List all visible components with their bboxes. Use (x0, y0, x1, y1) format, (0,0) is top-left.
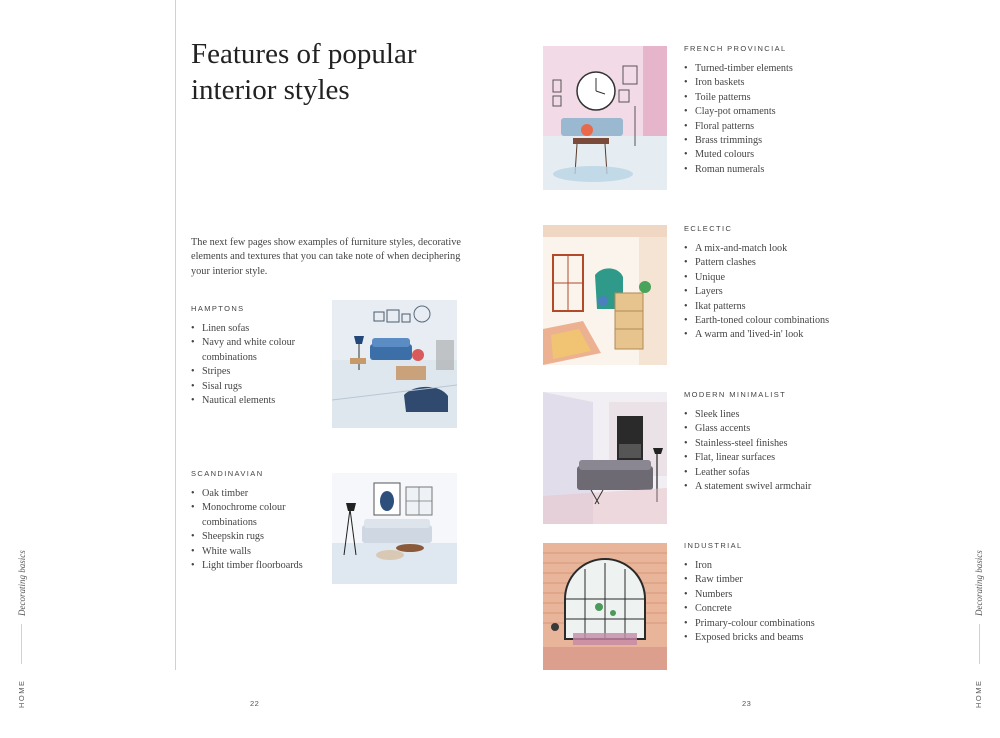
list-item: • A warm and 'lived-in' look (684, 328, 884, 342)
list-item: • Earth-toned colour combinations (684, 314, 884, 328)
modern-minimalist-heading: MODERN MINIMALIST (684, 390, 787, 399)
list-item: • Sleek lines (684, 408, 884, 422)
hamptons-illustration (332, 300, 457, 428)
list-item: • Light timber floorboards (191, 559, 326, 573)
scandinavian-illustration (332, 473, 457, 584)
hamptons-heading: HAMPTONS (191, 304, 245, 313)
eclectic-heading: ECLECTIC (684, 224, 733, 233)
list-item: • Roman numerals (684, 163, 884, 177)
scandinavian-heading: SCANDINAVIAN (191, 469, 264, 478)
list-item: • Oak timber (191, 487, 326, 501)
list-item: • Primary-colour combinations (684, 617, 884, 631)
french-provincial-heading: FRENCH PROVINCIAL (684, 44, 787, 53)
list-item: • Toile patterns (684, 91, 884, 105)
modern-minimalist-list (684, 408, 884, 494)
list-item: • White walls (191, 545, 326, 559)
page-title (191, 36, 511, 108)
french-provincial-list (684, 62, 884, 177)
list-item: • Sisal rugs (191, 380, 326, 394)
intro-paragraph: The next few pages show examples of furniture styles, decorative elements and textures that you can take note of when deciphering your interior style. (191, 237, 461, 277)
modern-minimalist-illustration (543, 392, 667, 524)
list-item: • Stainless-steel finishes (684, 437, 884, 451)
list-item: • Muted colours (684, 148, 884, 162)
list-item: • Clay-pot ornaments (684, 105, 884, 119)
margin-book-left: HOME (17, 679, 26, 708)
page-number-right: 23 (742, 699, 752, 708)
margin-section-right: Decorating basics (974, 550, 984, 616)
margin-rule-left (21, 624, 22, 664)
scandinavian-list (191, 487, 326, 573)
list-item: • Floral patterns (684, 120, 884, 134)
industrial-illustration (543, 543, 667, 670)
spine-rule (175, 0, 176, 670)
page-number-left: 22 (250, 699, 260, 708)
list-item: • Iron (684, 559, 884, 573)
list-item: • Pattern clashes (684, 256, 884, 270)
list-item: • Linen sofas (191, 322, 326, 336)
list-item: • Stripes (191, 365, 326, 379)
page-title-line-1: Features of popular (191, 38, 417, 70)
list-item: • Sheepskin rugs (191, 530, 326, 544)
list-item: • Concrete (684, 602, 884, 616)
list-item: • Navy and white colour combinations (191, 336, 326, 365)
list-item: • Leather sofas (684, 466, 884, 480)
list-item: • Nautical elements (191, 394, 326, 408)
industrial-heading: INDUSTRIAL (684, 541, 743, 550)
list-item: • Raw timber (684, 573, 884, 587)
list-item: • Brass trimmings (684, 134, 884, 148)
french-provincial-illustration (543, 46, 667, 190)
list-item: • Layers (684, 285, 884, 299)
list-item: • A statement swivel armchair (684, 480, 884, 494)
margin-rule-right (979, 624, 980, 664)
page-title-line-2: interior styles (191, 74, 350, 106)
list-item: • Ikat patterns (684, 300, 884, 314)
eclectic-list (684, 242, 884, 343)
list-item: • Flat, linear surfaces (684, 451, 884, 465)
margin-book-right: HOME (974, 679, 983, 708)
list-item: • Glass accents (684, 422, 884, 436)
list-item: • Unique (684, 271, 884, 285)
eclectic-illustration (543, 225, 667, 365)
list-item: • Monochrome colour combinations (191, 501, 326, 530)
list-item: • Numbers (684, 588, 884, 602)
industrial-list (684, 559, 884, 645)
list-item: • Turned-timber elements (684, 62, 884, 76)
margin-section-left: Decorating basics (17, 550, 27, 616)
hamptons-list (191, 322, 326, 408)
list-item: • A mix-and-match look (684, 242, 884, 256)
list-item: • Iron baskets (684, 76, 884, 90)
list-item: • Exposed bricks and beams (684, 631, 884, 645)
